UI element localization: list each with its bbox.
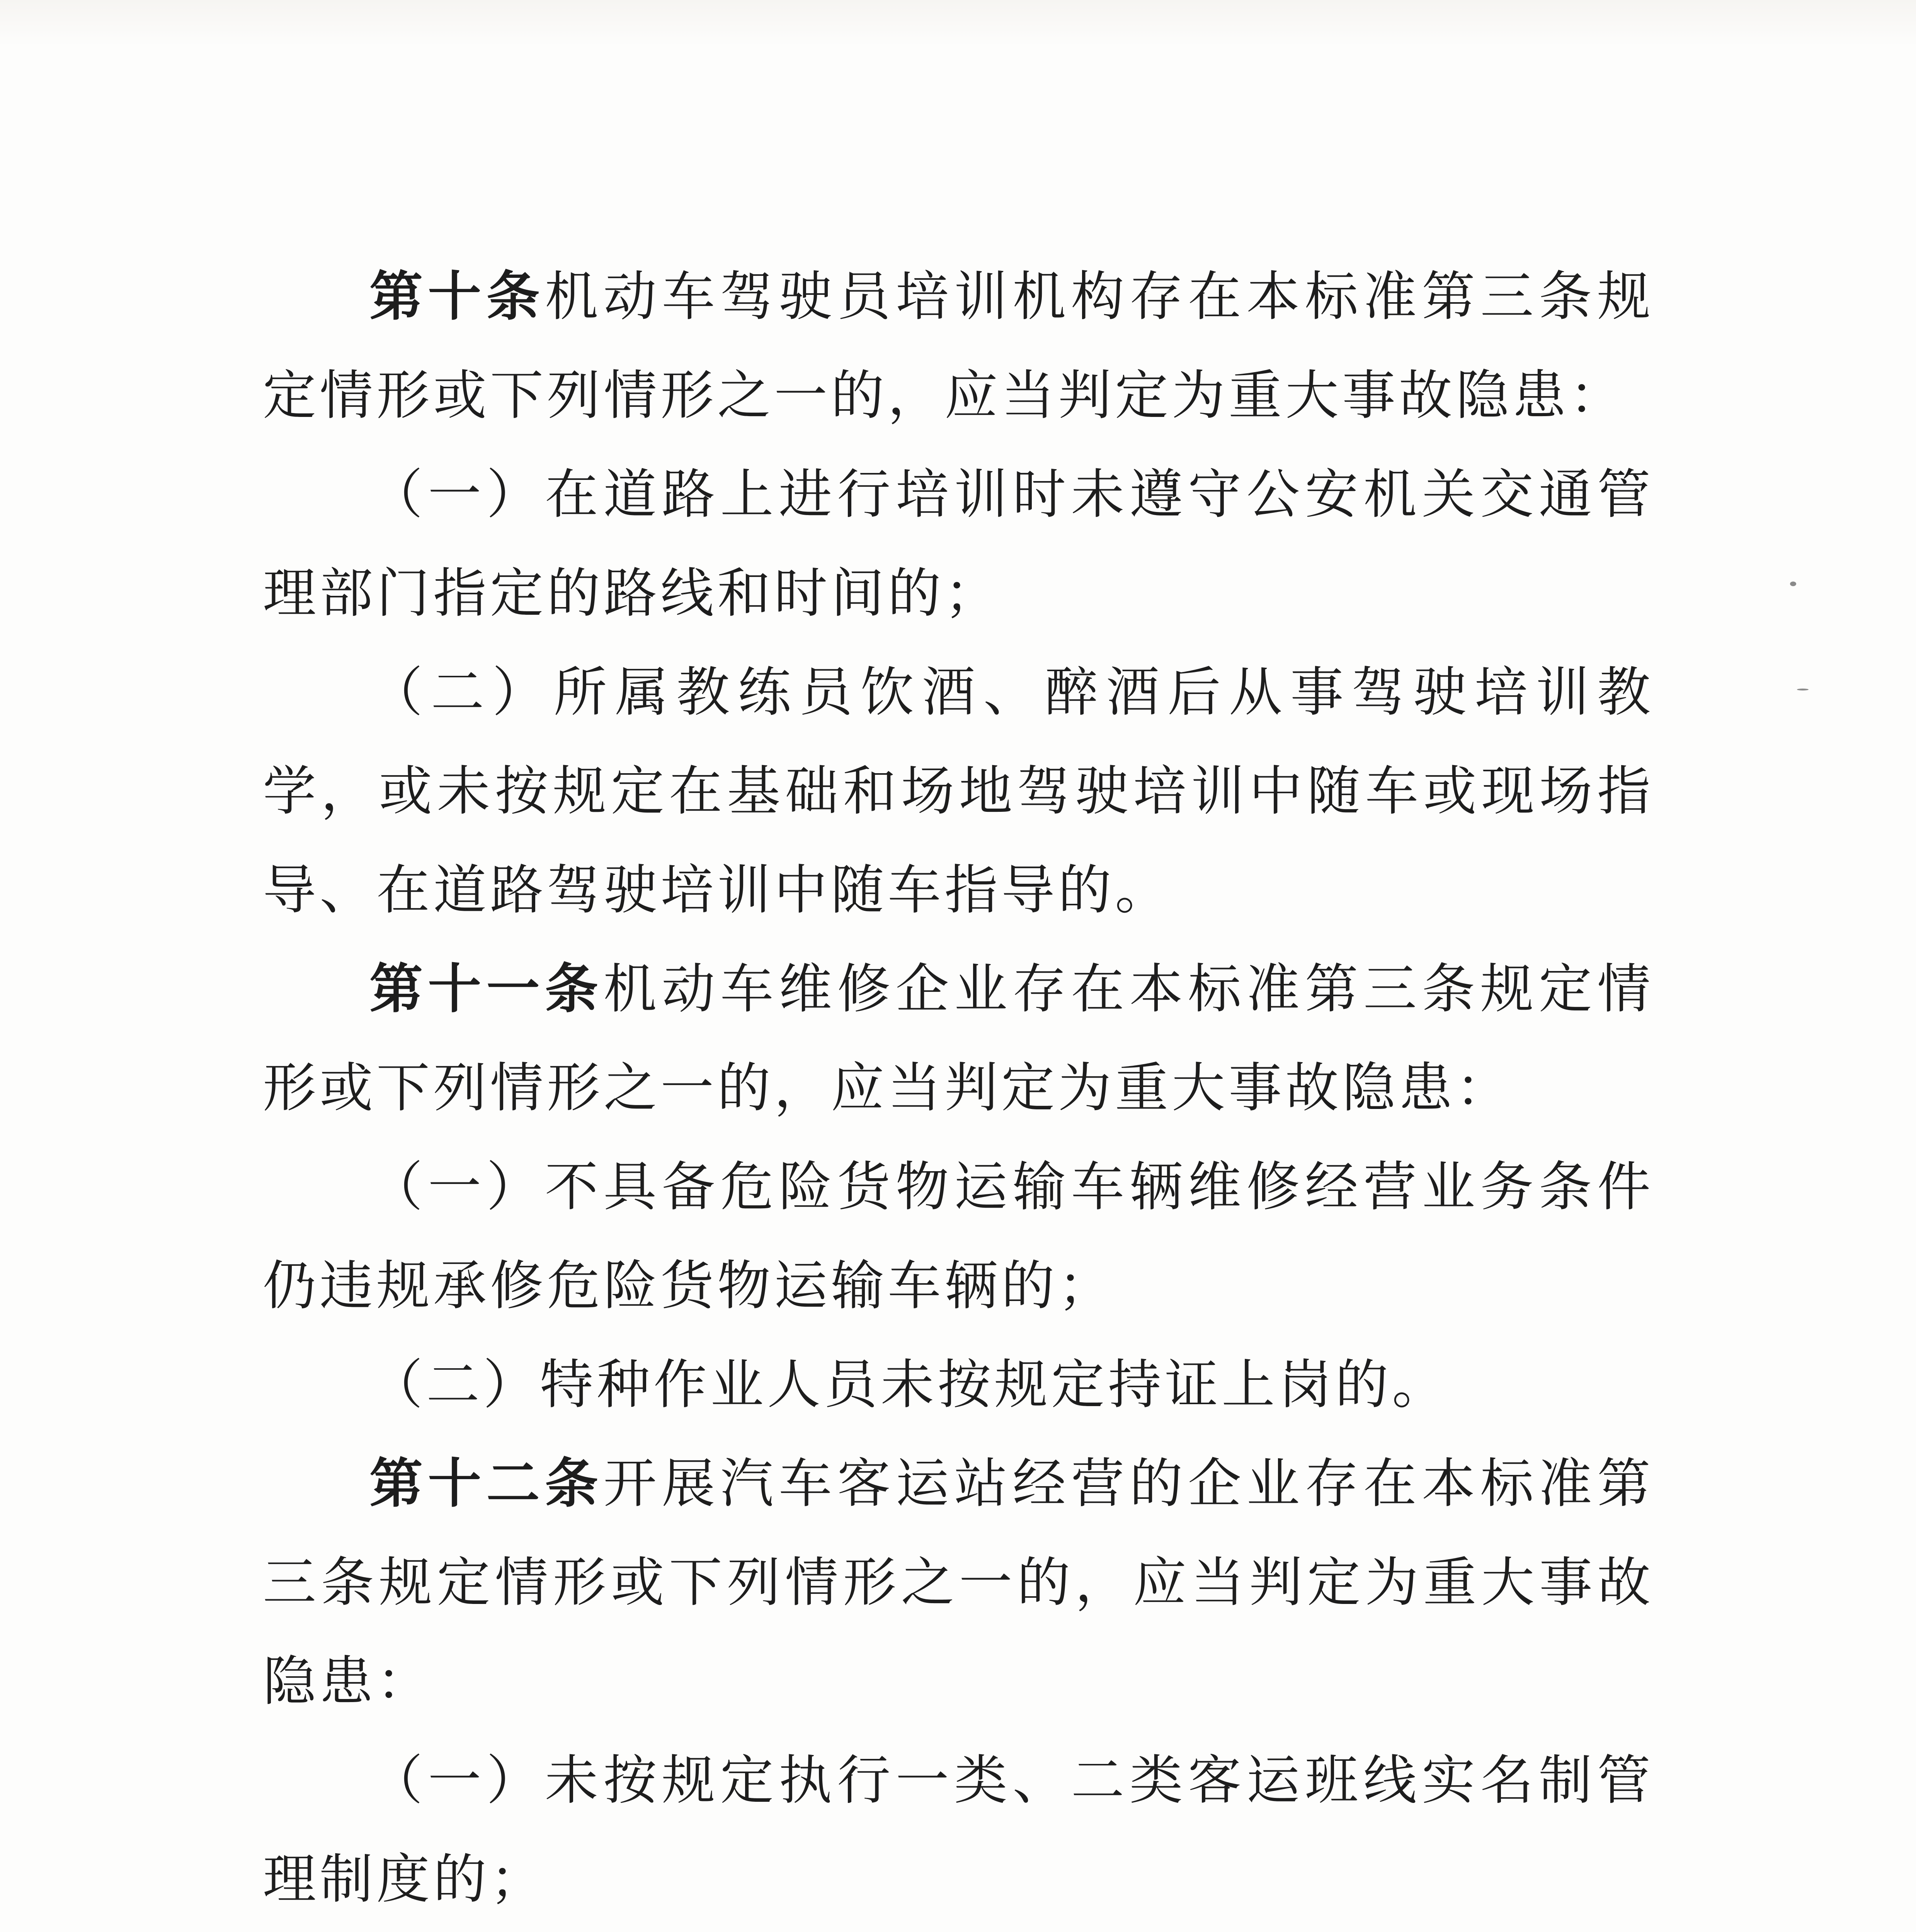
- document-body: [263, 247, 1654, 1932]
- article-11-item-1: （一）不具备危险货物运输车辆维修经营业务条件仍违规承修危险货物运输车辆的；: [263, 1156, 1654, 1317]
- article-12: [263, 1434, 1654, 1731]
- article-10-item-2: （二）所属教练员饮酒、醉酒后从事驾驶培训教学，或未按规定在基础和场地驾驶培训中随车或现场指导、在道路驾驶培训中随车指导的。: [263, 661, 1654, 921]
- article-10: [263, 247, 1654, 445]
- article-11: [263, 940, 1654, 1138]
- article-text: 开展汽车客运站经营的企业存在本标准第三条规定情形或下列情形之一的，应当判定为重大事故隐患：: [263, 1452, 1654, 1713]
- scan-speck: [1797, 689, 1809, 690]
- article-text: 机动车驾驶员培训机构存在本标准第三条规定情形或下列情形之一的，应当判定为重大事故隐患：: [263, 265, 1654, 427]
- article-heading: 第十一条: [369, 958, 604, 1020]
- article-12-item-1: （一）未按规定执行一类、二类客运班线实名制管理制度的；: [263, 1749, 1654, 1910]
- scan-speck: [1790, 582, 1796, 586]
- article-12-item-2: [263, 1929, 1654, 1932]
- article-11-item-2: （二）特种作业人员未按规定持证上岗的。: [369, 1354, 1449, 1416]
- article-heading: 第十二条: [369, 1452, 604, 1515]
- article-text: 机动车维修企业存在本标准第三条规定情形或下列情形之一的，应当判定为重大事故隐患：: [263, 958, 1654, 1119]
- article-heading: 第十条: [369, 265, 545, 328]
- article-10-item-1: （一）在道路上进行培训时未遵守公安机关交通管理部门指定的路线和时间的；: [263, 463, 1654, 624]
